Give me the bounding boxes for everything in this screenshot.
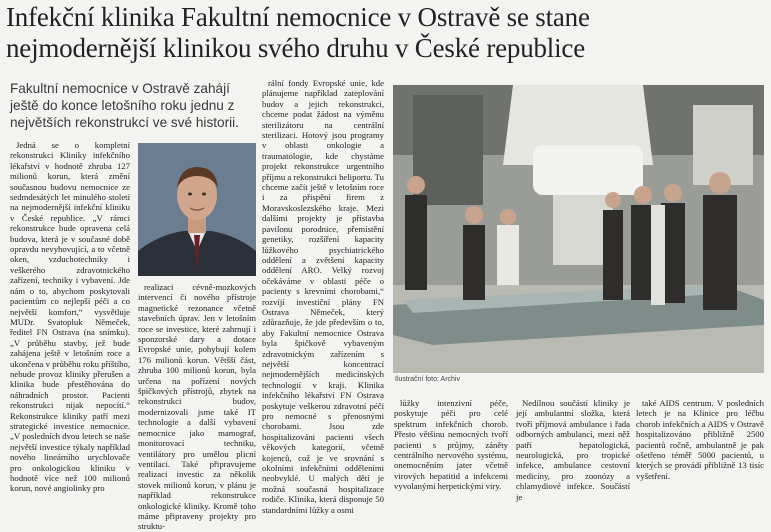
column-5-text: Nedílnou součástí kliniky je její ambulantní složka, která tvoří příjmová ambulance i řada odborných ambulancí, mezi něž patří hepatologická, neurologická, pro tropické infekce, ambulance cestovní medicíny, pro zoonózy a chlamydiové infekce. Součástí je <box>516 398 630 502</box>
article-column-1 <box>10 140 130 494</box>
article-column-5 <box>516 398 630 502</box>
photo-caption: Ilustrační foto: Archiv <box>395 376 460 383</box>
article-column-2 <box>138 282 256 532</box>
article-column-6 <box>636 398 764 481</box>
column-1-text: Jedná se o kompletní rekonstrukci Kliniky infekčního lékařství v hodnotě zhruba 127 milionů korun, která změní současnou budovu nemocnice ze sedmdesátých let minulého století na nejmodernější infekční kliniku v České republice. „V rámci rekonstrukce bude opravena celá budova, která je v současné době opravdu nevyhovující, a to včetně oken, vzduchotechniky i veškerého zdravotnického zařízení, techniky i vybavení. Jde nám o to, abychom poskytovali pacientům co nejlepší péči a co největší komfort,“ vysvětluje MUDr. Svatopluk Němeček, ředitel FN Ostrava (na snímku). „V průběhu stavby, jež bude zahájena ještě v letošním roce a ukončena v průběhu roku příštího, nebude provoz kliniky přerušen a klinika bude přestěhována do náhradních prostor. Pacienti rekonstrukci nijak nepocítí.“ Rekonstrukce kliniky patří mezi strategické investice nemocnice. „V posledních dvou letech se naše největší investice týkaly například nového lineárního urychlovače pro onkologickou kliniku v hodnotě více než 100 milionů korun, nové angiolinky pro <box>10 140 130 494</box>
portrait-photo <box>138 143 256 276</box>
lead-paragraph: Fakultní nemocnice v Ostravě zahájí ještě do konce letošního roku jednu z největších rekonstrukcí ve své historii. <box>10 81 239 130</box>
hospital-photo <box>393 85 764 373</box>
hospital-room-illustration <box>393 85 764 373</box>
article-column-4 <box>394 398 508 492</box>
headline-line-2: nejmodernější klinikou svého druhu v České republice <box>6 33 585 63</box>
portrait-illustration <box>138 143 256 276</box>
column-4-text: lůžky intenzivní péče, poskytuje péči pro celé spektrum infekčních chorob. Přesto většinu nemocných tvoří pacienti s průjmy, záněty centrálního nervového systému, onemocněním jater včetně virových hepatitid a infekcemi vyvolanými herpetickými viry. <box>394 398 508 492</box>
article-column-3 <box>262 78 384 515</box>
column-2-text: realizaci cévně-mozkových intervencí či nového přístroje magnetické rezonance včetně stavebních úprav. Jen v letošním roce se investice, které zahrnují i sponzorské dary a dotace Evropské unie, pohybují kolem 176 milionů korun. Většší část, zhruba 100 milionů korun, byla určena na pořízení nových špičkových přístrojů, zbytek na rekonstrukci budov, modernizovali jsme také IT technologie a další vybavení nemocnice jako mamograf, monitorovací techniku, ventilátory pro umělou plicní ventilaci. Také připravujeme realizaci investic za několik stovek milionů korun, v plánu je například rekonstrukce onkologické kliniky. Kromě toho máme připraveny projekty pro struktu- <box>138 282 256 532</box>
column-3-text: rální fondy Evropské unie, kde plánujeme například zateplování budov a jejich rekonstrukci, chceme podat žádost na výměnu sterilizátoru na centrální sterilizaci. Hotový jsou programy v oblasti onkologie a traumatologie, kde chystáme projekt rekonstrukce urgentního příjmu a rekonstrukci heliportu. Tu chceme začít ještě v letošním roce i za přispění firem z Moravskoslezského kraje. Mezi dalšími projekty je přístavba pavilonu porodnice, přemístění genetiky, rozšíření kapacity lůžkového psychiatrického oddělení a zvětšení kapacity oddělení ARO. Velký rozvoj očekáváme v oblasti péče o pacienty s krevními chorobami,“ rozvíjí investiční plány FN Ostrava Němeček, který zdůrazňuje, že jde především o to, aby Fakultní nemocnice Ostrava byla špičkově vybaveným zdravotnickým zařízením s největší koncentrací nejmodernějších medicínských technologií v kraji. Klinika infekčního lékařství FN Ostrava poskytuje veškerou zdravotní péči pro nemocné s přenosnými chorobami. Jsou zde hospitalizováni pacienti všech věkových kategorií, včetně kojenců, což je ve srovnání s okolními infekčními odděleními neobvyklé. U malých dětí je možná současná hospitalizace rodiče. Klinika, která disponuje 50 standardními lůžky a osmi <box>262 78 384 515</box>
column-6-text: také AIDS centrum. V posledních letech je na Klinice pro léčbu chorob infekčních a AIDS v Ostravě hospitalizováno přibližně 2500 pacientů ročně, ambulantně je pak ošetřeno téměř 5000 pacientů, u kterých se provádí přibližně 13 tisíc vyšetření. <box>636 398 764 481</box>
headline <box>6 2 766 64</box>
headline-line-1: Infekční klinika Fakultní nemocnice v Ostravě se stane <box>6 2 590 32</box>
